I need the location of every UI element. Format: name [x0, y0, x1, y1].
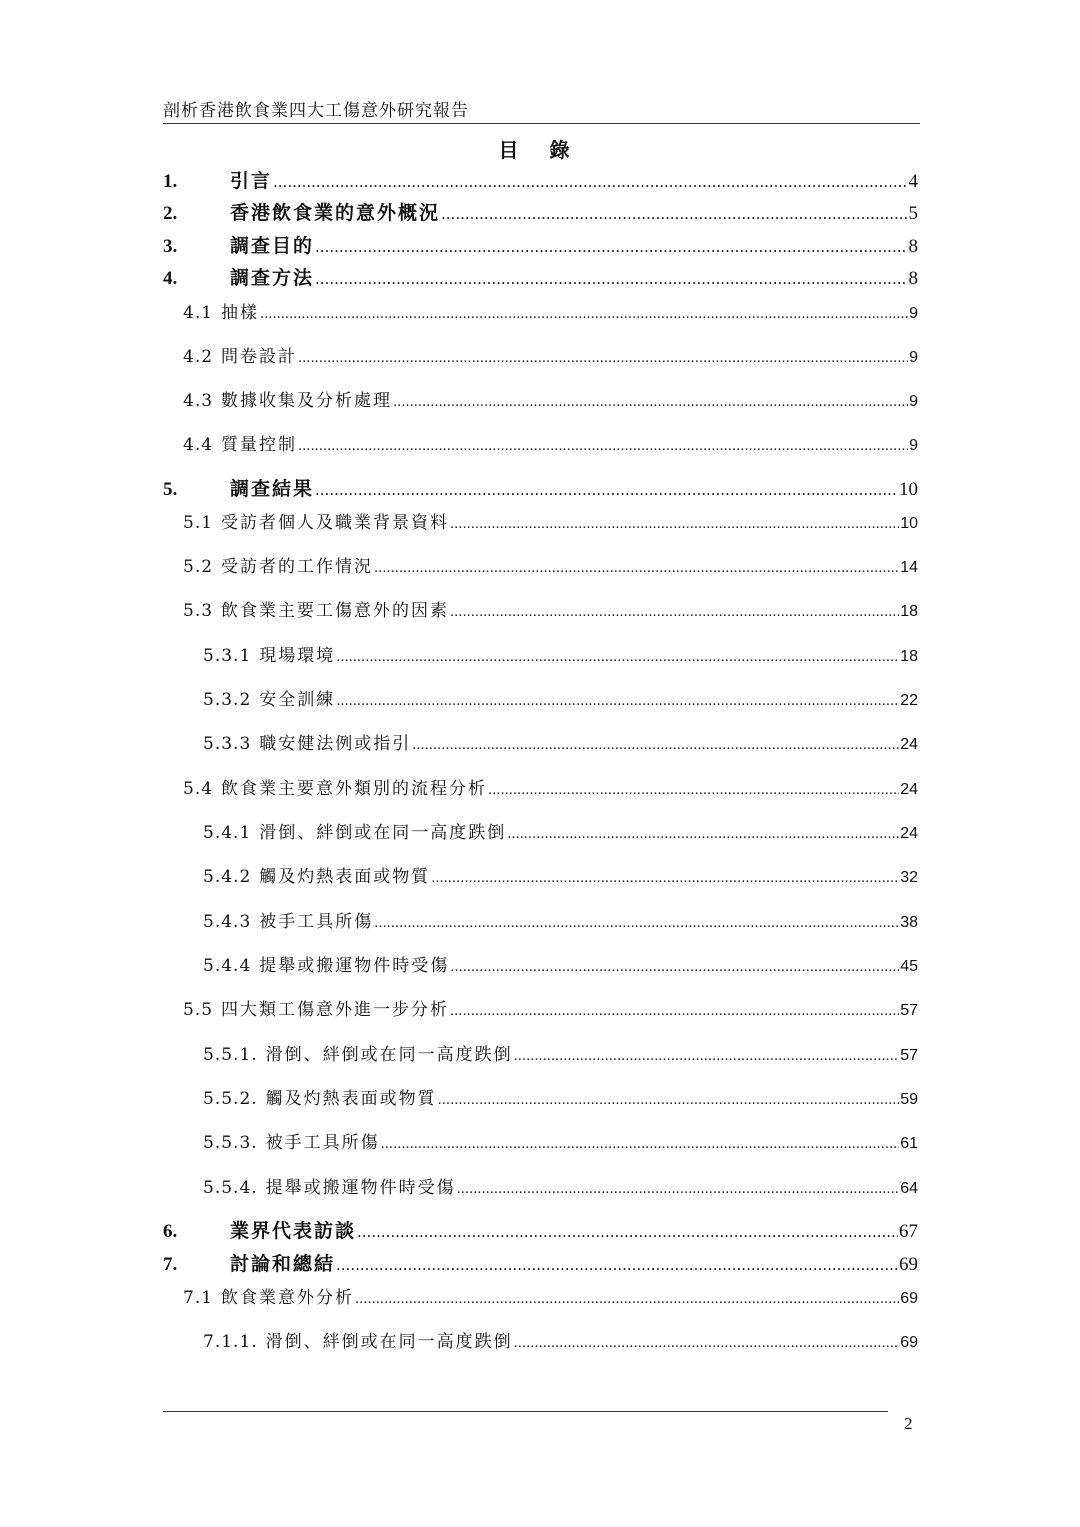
toc-entry-label: 問卷設計	[221, 347, 298, 367]
toc-entry-page: 38	[900, 914, 918, 931]
toc-entry[interactable]	[163, 1249, 918, 1276]
toc-entry[interactable]	[203, 951, 918, 976]
toc-entry-number: 1.	[163, 171, 178, 192]
toc-entry-label: 觸及灼熱表面或物質	[265, 1089, 437, 1109]
toc-entry-number: 5.2	[183, 557, 214, 577]
toc-dot-leader	[336, 1256, 898, 1274]
toc-dot-leader	[457, 1182, 900, 1197]
toc-dot-leader	[514, 1336, 900, 1351]
toc-entry-number: 3.	[163, 236, 178, 257]
running-header-title: 剖析香港飲食業四大工傷意外研究報告	[163, 101, 469, 121]
toc-entry[interactable]	[183, 774, 918, 799]
toc-entry[interactable]	[163, 1216, 918, 1243]
toc-entry[interactable]	[203, 641, 918, 666]
toc-entry-number: 5.3.1	[203, 646, 252, 666]
toc-entry[interactable]	[203, 1040, 918, 1065]
toc-entry-page: 10	[900, 515, 918, 532]
toc-entry-page: 9	[909, 437, 918, 454]
toc-entry[interactable]	[203, 1084, 918, 1109]
toc-entry-number: 7.1	[183, 1288, 214, 1308]
toc-entry[interactable]	[163, 474, 918, 501]
toc-entry-label: 被手工具所傷	[259, 912, 374, 932]
toc-entry-label: 滑倒、絆倒或在同一高度跌倒	[265, 1045, 513, 1065]
toc-heading: 目 錄	[498, 138, 582, 162]
toc-entry-label: 受訪者的工作情況	[221, 557, 374, 577]
toc-entry-label: 數據收集及分析處理	[221, 391, 393, 411]
toc-entry-label: 滑倒、絆倒或在同一高度跌倒	[265, 1332, 513, 1352]
toc-dot-leader	[315, 270, 907, 288]
toc-entry[interactable]	[203, 1173, 918, 1198]
toc-dot-leader	[393, 395, 908, 410]
toc-entry[interactable]	[183, 596, 918, 621]
toc-entry-page: 67	[899, 1221, 918, 1242]
toc-entry[interactable]	[183, 386, 918, 411]
toc-entry[interactable]	[203, 818, 918, 843]
footer-divider	[163, 1411, 888, 1412]
toc-entry-number: 2.	[163, 203, 178, 224]
toc-entry-number: 5.5.2.	[203, 1089, 258, 1109]
toc-dot-leader	[315, 238, 907, 256]
toc-dot-leader	[374, 916, 899, 931]
toc-entry[interactable]	[183, 430, 918, 455]
toc-entry-page: 24	[900, 736, 918, 753]
toc-entry[interactable]	[183, 508, 918, 533]
toc-entry-number: 7.	[163, 1254, 178, 1275]
toc-entry[interactable]	[183, 995, 918, 1020]
toc-entry-page: 8	[908, 236, 918, 257]
toc-dot-leader	[412, 738, 899, 753]
toc-entry-number: 7.1.1.	[203, 1332, 258, 1352]
toc-entry[interactable]	[203, 862, 918, 887]
toc-entry-number: 5.4.3	[203, 912, 252, 932]
toc-entry-page: 24	[900, 781, 918, 798]
toc-entry-number: 5.3.3	[203, 734, 252, 754]
toc-entry-page: 9	[909, 393, 918, 410]
toc-entry[interactable]	[183, 342, 918, 367]
toc-entry-label: 提舉或搬運物件時受傷	[259, 956, 450, 976]
toc-entry-page: 5	[908, 203, 918, 224]
toc-entry-number: 5.1	[183, 513, 214, 533]
toc-entry-page: 64	[900, 1180, 918, 1197]
toc-entry-label: 調查結果	[230, 478, 315, 500]
toc-dot-leader	[438, 1093, 900, 1108]
toc-entry[interactable]	[203, 1128, 918, 1153]
toc-dot-leader	[336, 694, 899, 709]
toc-entry-label: 調查目的	[230, 235, 315, 257]
toc-entry-label: 飲食業主要工傷意外的因素	[221, 601, 450, 621]
toc-dot-leader	[488, 783, 899, 798]
toc-entry-number: 4.2	[183, 347, 214, 367]
toc-entry-number: 4.3	[183, 391, 214, 411]
toc-entry-number: 5.4.2	[203, 867, 252, 887]
toc-entry-label: 調查方法	[230, 267, 315, 289]
toc-entry-page: 69	[900, 1334, 918, 1351]
toc-dot-leader	[315, 481, 898, 499]
toc-entry-page: 14	[900, 559, 918, 576]
toc-dot-leader	[450, 960, 899, 975]
toc-entry-page: 24	[900, 825, 918, 842]
toc-dot-leader	[298, 439, 908, 454]
toc-entry-number: 5.5.4.	[203, 1178, 258, 1198]
toc-entry-page: 45	[900, 958, 918, 975]
toc-entry-label: 飲食業主要意外類別的流程分析	[221, 779, 488, 799]
toc-entry-page: 57	[900, 1047, 918, 1064]
toc-dot-leader	[450, 517, 899, 532]
toc-entry-page: 9	[909, 305, 918, 322]
toc-entry-page: 69	[900, 1290, 918, 1307]
toc-entry[interactable]	[163, 263, 918, 290]
toc-entry-page: 18	[900, 648, 918, 665]
toc-entry-number: 5.3	[183, 601, 214, 621]
toc-dot-leader	[450, 605, 899, 620]
toc-entry[interactable]	[163, 166, 918, 193]
toc-dot-leader	[450, 1004, 899, 1019]
toc-entry-number: 5.5.3.	[203, 1133, 258, 1153]
toc-entry[interactable]	[163, 231, 918, 258]
toc-entry-label: 受訪者個人及職業背景資料	[221, 513, 450, 533]
toc-entry[interactable]	[183, 552, 918, 577]
toc-entry-label: 討論和總結	[230, 1253, 336, 1275]
toc-entry-label: 滑倒、絆倒或在同一高度跌倒	[259, 823, 507, 843]
toc-entry-label: 觸及灼熱表面或物質	[259, 867, 431, 887]
toc-entry-number: 4.	[163, 268, 178, 289]
toc-entry-label: 引言	[230, 170, 273, 192]
toc-entry-number: 5.	[163, 479, 178, 500]
page-number: 2	[904, 1414, 913, 1433]
toc-entry-number: 5.5	[183, 1000, 214, 1020]
toc-entry-page: 18	[900, 603, 918, 620]
toc-entry-label: 四大類工傷意外進一步分析	[221, 1000, 450, 1020]
toc-dot-leader	[431, 871, 899, 886]
toc-dot-leader	[336, 650, 899, 665]
toc-entry-number: 5.4.4	[203, 956, 252, 976]
toc-entry-page: 10	[899, 479, 918, 500]
toc-entry-page: 22	[900, 692, 918, 709]
toc-entry-page: 9	[909, 349, 918, 366]
toc-dot-leader	[507, 827, 899, 842]
toc-entry-label: 業界代表訪談	[230, 1220, 357, 1242]
toc-dot-leader	[374, 561, 899, 576]
toc-entry-page: 4	[908, 171, 918, 192]
toc-entry[interactable]	[163, 198, 918, 225]
toc-dot-leader	[381, 1137, 900, 1152]
toc-entry-page: 61	[900, 1135, 918, 1152]
toc-entry-label: 安全訓練	[259, 690, 336, 710]
toc-entry-label: 抽樣	[221, 303, 260, 323]
toc-entry-number: 4.4	[183, 435, 214, 455]
toc-dot-leader	[355, 1292, 899, 1307]
toc-entry-label: 現場環境	[259, 646, 336, 666]
toc-entry-label: 職安健法例或指引	[259, 734, 412, 754]
toc-dot-leader	[273, 173, 907, 191]
toc-entry[interactable]	[203, 729, 918, 754]
toc-entry-number: 5.4.1	[203, 823, 252, 843]
toc-entry-label: 飲食業意外分析	[221, 1288, 355, 1308]
toc-entry[interactable]	[183, 298, 918, 323]
toc-dot-leader	[357, 1223, 898, 1241]
toc-entry-number: 4.1	[183, 303, 214, 323]
toc-entry-page: 69	[899, 1254, 918, 1275]
toc-entry-label: 被手工具所傷	[265, 1133, 380, 1153]
toc-entry[interactable]	[203, 685, 918, 710]
toc-entry-page: 57	[900, 1002, 918, 1019]
toc-entry-page: 8	[908, 268, 918, 289]
toc-entry[interactable]	[183, 1283, 918, 1308]
toc-entry-number: 5.3.2	[203, 690, 252, 710]
toc-entry-label: 提舉或搬運物件時受傷	[265, 1178, 456, 1198]
toc-dot-leader	[514, 1049, 900, 1064]
toc-dot-leader	[298, 351, 908, 366]
toc-entry-label: 質量控制	[221, 435, 298, 455]
toc-dot-leader	[441, 205, 907, 223]
toc-entry-page: 32	[900, 869, 918, 886]
toc-entry-number: 5.4	[183, 779, 214, 799]
toc-entry-number: 6.	[163, 1221, 178, 1242]
toc-entry[interactable]	[203, 1327, 918, 1352]
toc-entry-page: 59	[900, 1091, 918, 1108]
toc-dot-leader	[260, 307, 908, 322]
toc-entry-number: 5.5.1.	[203, 1045, 258, 1065]
toc-entry-label: 香港飲食業的意外概況	[230, 202, 441, 224]
toc-entry[interactable]	[203, 907, 918, 932]
